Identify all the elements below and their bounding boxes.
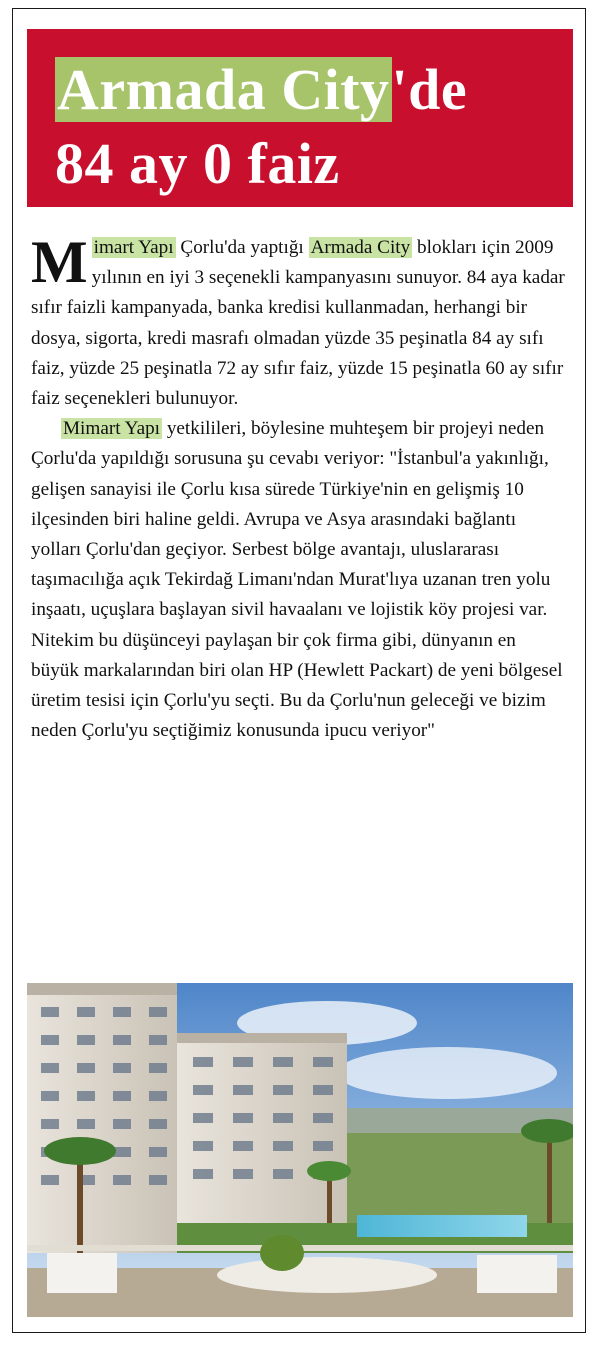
- swimming-pool: [357, 1215, 527, 1237]
- headline-line-2: 84 ay 0 faiz: [55, 131, 340, 196]
- deck-chair: [47, 1253, 117, 1293]
- drop-cap: M: [31, 229, 88, 295]
- terrace-table: [217, 1257, 437, 1293]
- headline-suffix: 'de: [391, 57, 468, 122]
- headline-project-name: Armada City: [57, 57, 390, 122]
- headline: [55, 53, 467, 201]
- project-rendering-photo: [27, 983, 573, 1317]
- paragraph-2-text: yetkilileri, böylesine muhteşem bir projeyi neden Çorlu'da yapıldığı sorusuna şu cevabı veriyor: "İstanbul'a yakınlığı, gelişen sanayisi ile Çorlu kısa sürede Türkiye'nin en gelişmiş 10 ilçesinden biri haline geldi. Avrupa ve Asya arasındaki bağlantı yolları Çorlu'dan geçiyor. Serbest bölge avantajı, uluslararası taşımacılığa açık Tekirdağ Limanı'ndan Murat'lıya uzanan tren yolu inşaatı, uçuşlara başlayan sivil havaalanı ve lojistik köy projesi var. Nitekim bu düşünceyi paylaşan bir çok firma gibi, dünyanın en büyük markalarından biri olan HP (Hewlett Packart) de yeni bölgesel üretim tesisi için Çorlu'yu seçti. Bu da Çorlu'nun geleceği ve bizim neden Çorlu'yu seçtiğimiz konusunda ipucu veriyor": [31, 418, 563, 742]
- cloud: [337, 1047, 557, 1099]
- tall-tower: [27, 983, 177, 1253]
- company-name-highlight: imart Yapı: [93, 237, 174, 258]
- company-name-highlight-2: Mimart Yapı: [63, 418, 161, 440]
- landscape: [327, 1133, 573, 1223]
- paragraph-1-text-b: blokları için 2009 yılının en iyi 3 seçenekli kampanyasını sunuyor. 84 aya kadar sıfır faizli kampanyada, banka kredisi kullanmadan, herhangi bir dosya, sigorta, kredi masrafı olmadan yüzde 35 peşinatla 84 ay sıfı faiz, yüzde 25 peşinatla 72 ay sıfır faiz, yüzde 15 peşinatla 60 ay sıfır faiz seçenekleri bulunuyor.: [31, 237, 565, 410]
- deck-chair: [477, 1255, 557, 1293]
- paragraph-1-text-a: Çorlu'da yaptığı: [175, 237, 309, 258]
- rendering-illustration: [27, 983, 573, 1317]
- newspaper-clipping: [12, 8, 586, 1333]
- paragraph-1: [31, 229, 567, 414]
- article-body: [31, 229, 567, 746]
- paragraph-2: [31, 414, 567, 746]
- project-name-highlight: Armada City: [310, 237, 411, 258]
- flower-pot: [260, 1235, 304, 1271]
- headline-banner: [27, 29, 573, 207]
